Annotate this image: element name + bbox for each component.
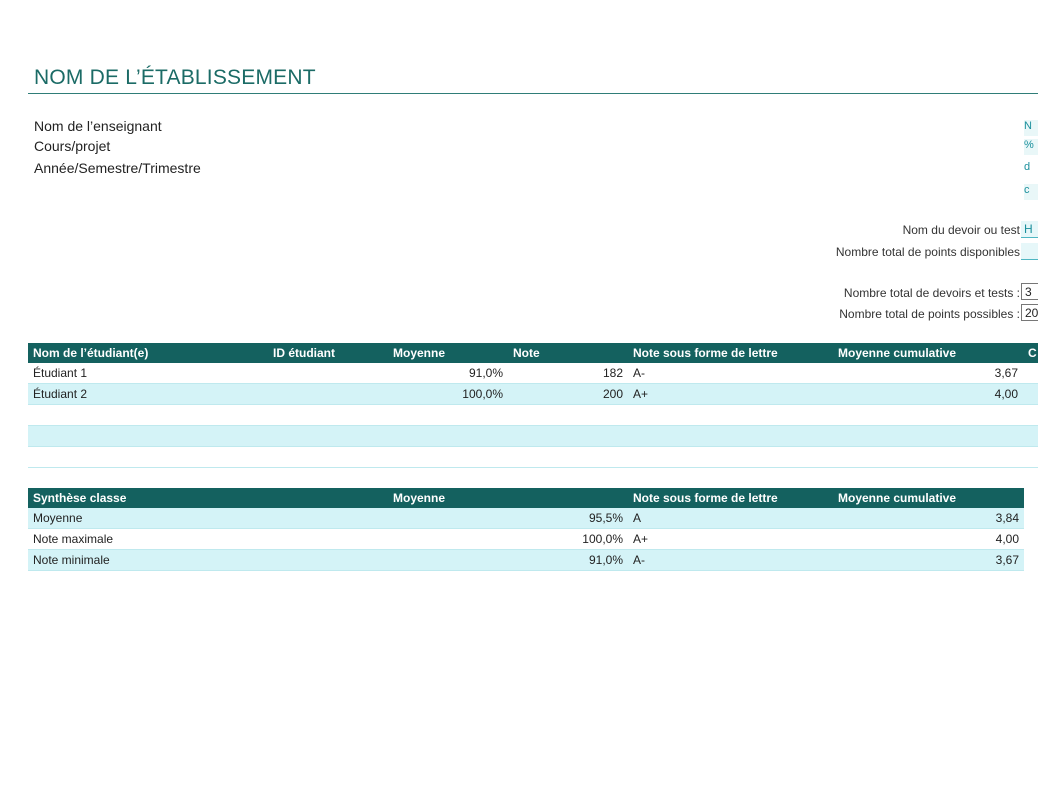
empty-cell[interactable] xyxy=(833,405,1023,426)
letter-cell[interactable]: A- xyxy=(628,363,833,384)
student-name-cell[interactable]: Étudiant 1 xyxy=(28,363,268,384)
gpa-cell[interactable]: 3,67 xyxy=(833,363,1023,384)
col-extra[interactable]: C xyxy=(1023,343,1038,363)
empty-cell[interactable] xyxy=(388,426,508,447)
course-label: Cours/projet xyxy=(34,138,111,154)
gpa-cell[interactable]: 4,00 xyxy=(833,384,1023,405)
available-points-field[interactable] xyxy=(1021,243,1038,260)
assignment-name-label: Nom du devoir ou test xyxy=(902,223,1020,237)
col-letter-grade[interactable]: Note sous forme de lettre xyxy=(628,343,833,363)
empty-cell[interactable] xyxy=(508,405,628,426)
empty-cell[interactable] xyxy=(628,426,833,447)
total-tests-field[interactable]: 3 xyxy=(1021,283,1038,300)
period-label: Année/Semestre/Trimestre xyxy=(34,160,201,176)
grade-cell[interactable]: 200 xyxy=(508,384,628,405)
table-row[interactable] xyxy=(28,508,1024,529)
student-id-cell[interactable] xyxy=(268,363,388,384)
summary-label-cell[interactable]: Moyenne xyxy=(28,508,388,529)
average-cell[interactable]: 100,0% xyxy=(388,384,508,405)
table-row[interactable] xyxy=(28,384,1038,405)
grade-cell[interactable]: 182 xyxy=(508,363,628,384)
empty-cell[interactable] xyxy=(833,426,1023,447)
col-student-name[interactable]: Nom de l’étudiant(e) xyxy=(28,343,268,363)
extra-cell[interactable]: c xyxy=(1024,184,1038,200)
table-row[interactable] xyxy=(28,363,1038,384)
summary-gpa-cell[interactable]: 4,00 xyxy=(833,529,1024,550)
empty-cell[interactable] xyxy=(628,447,833,468)
teacher-name-label: Nom de l’enseignant xyxy=(34,118,162,134)
summary-label-cell[interactable]: Note minimale xyxy=(28,550,388,571)
empty-cell[interactable] xyxy=(1023,405,1038,426)
available-points-label: Nombre total de points disponibles xyxy=(835,245,1020,259)
average-cell[interactable]: 91,0% xyxy=(388,363,508,384)
table-row[interactable] xyxy=(28,529,1024,550)
summary-average-cell[interactable]: 100,0% xyxy=(388,529,628,550)
empty-cell[interactable] xyxy=(28,405,268,426)
summary-letter-cell[interactable]: A xyxy=(628,508,833,529)
student-id-cell[interactable] xyxy=(268,384,388,405)
students-table xyxy=(28,343,1038,468)
empty-cell[interactable] xyxy=(628,405,833,426)
empty-cell[interactable] xyxy=(508,426,628,447)
total-points-field[interactable]: 20 xyxy=(1021,304,1038,321)
class-summary-table xyxy=(28,488,1024,571)
summary-average-cell[interactable]: 95,5% xyxy=(388,508,628,529)
summary-gpa-cell[interactable]: 3,84 xyxy=(833,508,1024,529)
extra-cell[interactable] xyxy=(1023,363,1038,384)
title-divider xyxy=(28,93,1038,94)
empty-cell[interactable] xyxy=(388,447,508,468)
col-student-id[interactable]: ID étudiant xyxy=(268,343,388,363)
table-row[interactable] xyxy=(28,550,1024,571)
summary-average-cell[interactable]: 91,0% xyxy=(388,550,628,571)
table-row[interactable] xyxy=(28,426,1038,447)
empty-cell[interactable] xyxy=(1023,426,1038,447)
course-cell[interactable]: % xyxy=(1024,139,1038,155)
empty-cell[interactable] xyxy=(268,426,388,447)
student-name-cell[interactable]: Étudiant 2 xyxy=(28,384,268,405)
col-average[interactable]: Moyenne xyxy=(388,343,508,363)
empty-cell[interactable] xyxy=(28,426,268,447)
col-gpa[interactable]: Moyenne cumulative xyxy=(833,343,1023,363)
teacher-name-cell[interactable]: N xyxy=(1024,120,1038,136)
empty-cell[interactable] xyxy=(268,447,388,468)
col-grade[interactable]: Note xyxy=(508,343,628,363)
table-row[interactable] xyxy=(28,447,1038,468)
empty-cell[interactable] xyxy=(508,447,628,468)
period-cell[interactable]: d xyxy=(1024,161,1038,177)
summary-letter-cell[interactable]: A+ xyxy=(628,529,833,550)
empty-cell[interactable] xyxy=(833,447,1023,468)
extra-cell[interactable] xyxy=(1023,384,1038,405)
col-summary-gpa[interactable]: Moyenne cumulative xyxy=(833,488,1024,508)
col-summary-average[interactable]: Moyenne xyxy=(388,488,628,508)
empty-cell[interactable] xyxy=(1023,447,1038,468)
summary-gpa-cell[interactable]: 3,67 xyxy=(833,550,1024,571)
total-tests-label: Nombre total de devoirs et tests : xyxy=(843,286,1020,300)
empty-cell[interactable] xyxy=(28,447,268,468)
total-points-label: Nombre total de points possibles : xyxy=(839,307,1020,321)
summary-letter-cell[interactable]: A- xyxy=(628,550,833,571)
empty-cell[interactable] xyxy=(388,405,508,426)
letter-cell[interactable]: A+ xyxy=(628,384,833,405)
empty-cell[interactable] xyxy=(268,405,388,426)
assignment-name-field[interactable]: H xyxy=(1021,221,1038,238)
col-summary-letter[interactable]: Note sous forme de lettre xyxy=(628,488,833,508)
summary-label-cell[interactable]: Note maximale xyxy=(28,529,388,550)
page-title: NOM DE L’ÉTABLISSEMENT xyxy=(34,66,316,89)
col-summary[interactable]: Synthèse classe xyxy=(28,488,388,508)
table-row[interactable] xyxy=(28,405,1038,426)
